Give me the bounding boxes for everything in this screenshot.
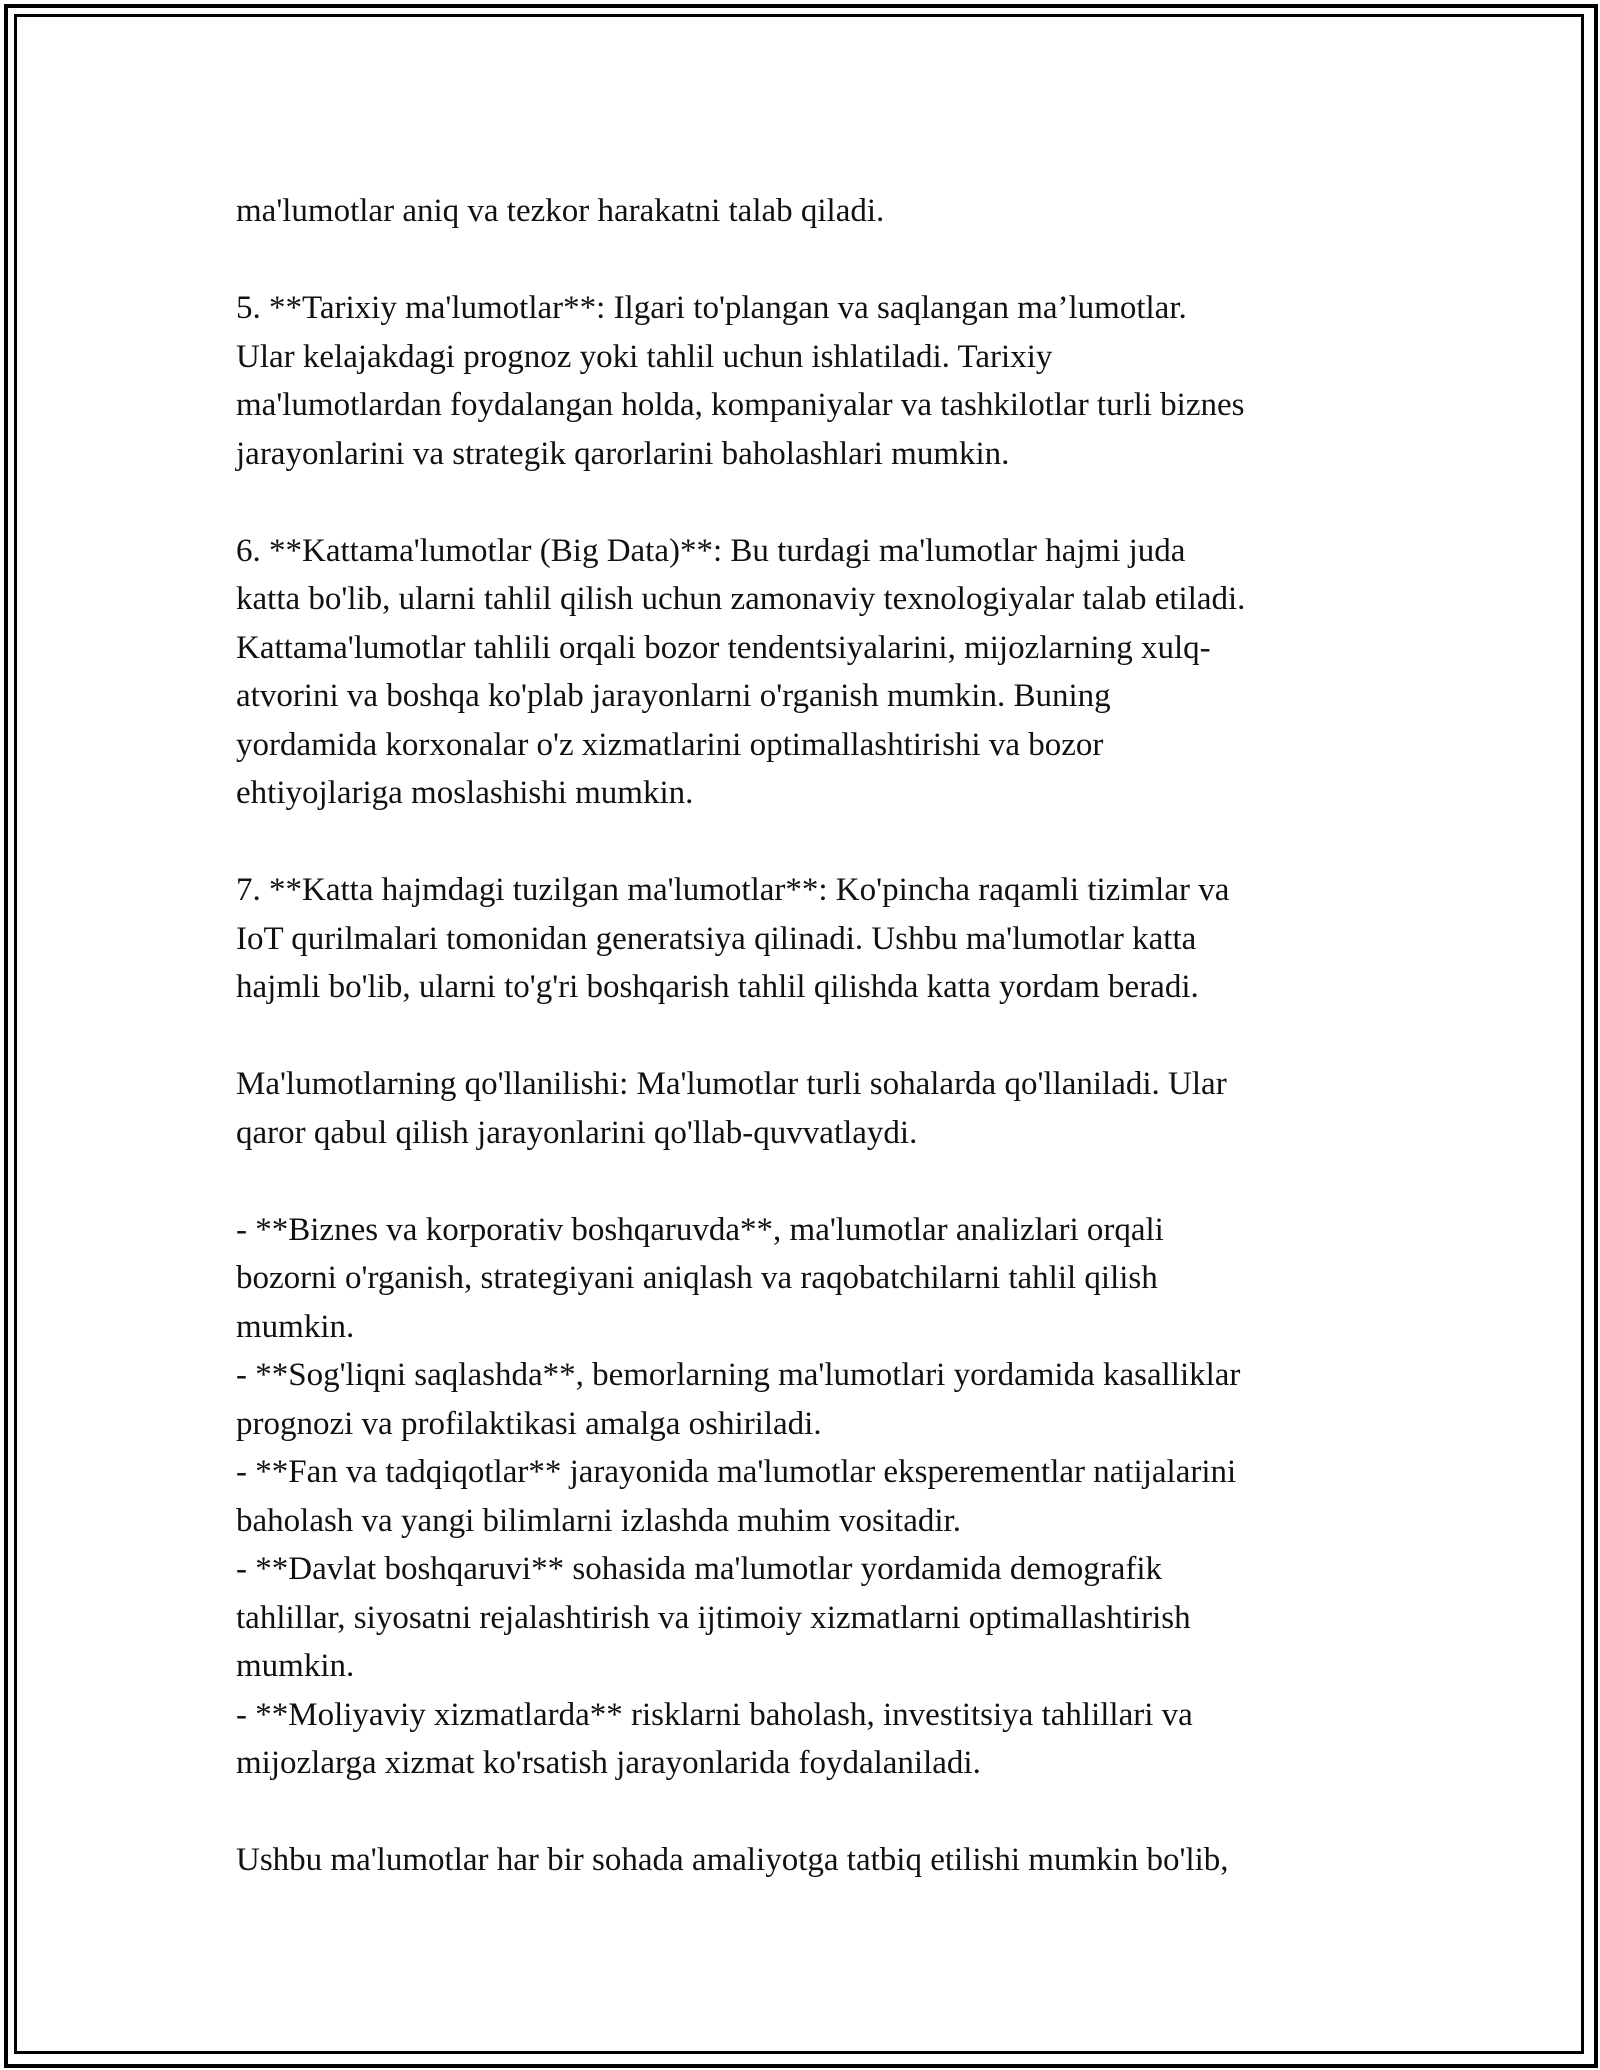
paragraph-gap: [236, 1788, 1376, 1837]
text-line: tahlillar, siyosatni rejalashtirish va ijtimoiy xizmatlarni optimallashtirish: [236, 1599, 1191, 1636]
text-line: - **Moliyaviy xizmatlarda** risklarni baholash, investitsiya tahlillari va: [236, 1696, 1193, 1733]
text-line: katta bo'lib, ularni tahlil qilish uchun zamonaviy texnologiyalar talab etiladi.: [236, 581, 1246, 617]
text-line: 7. **Katta hajmdagi tuzilgan ma'lumotlar**: Ko'pincha raqamli tizimlar va: [236, 872, 1230, 908]
text-line: 5. **Tarixiy ma'lumotlar**: Ilgari to'plangan va saqlangan ma’lumotlar.: [236, 290, 1187, 326]
text-line: - **Sog'liqni saqlashda**, bemorlarning ma'lumotlari yordamida kasalliklar: [236, 1357, 1241, 1393]
text-line: - **Davlat boshqaruvi** sohasida ma'lumotlar yordamida demografik: [236, 1551, 1163, 1587]
text-line: - **Fan va tadqiqotlar** jarayonida ma'lumotlar eksperementlar natijalarini: [236, 1454, 1237, 1490]
text-line: Ma'lumotlarning qo'llanilishi: Ma'lumotlar turli sohalarda qo'llaniladi. Ular: [236, 1066, 1227, 1102]
document-body: [236, 187, 1376, 1885]
text-line: ma'lumotlardan foydalangan holda, kompaniyalar va tashkilotlar turli biznes: [236, 387, 1245, 423]
paragraph-gap: [236, 818, 1376, 867]
text-line: IoT qurilmalari tomonidan generatsiya qilinadi. Ushbu ma'lumotlar katta: [236, 920, 1197, 957]
text-line: prognozi va profilaktikasi amalga oshiriladi.: [236, 1405, 822, 1442]
text-line: ehtiyojlariga moslashishi mumkin.: [236, 775, 694, 811]
text-line: mijozlarga xizmat ko'rsatish jarayonlarida foydalaniladi.: [236, 1745, 981, 1781]
paragraph-gap: [236, 236, 1376, 285]
text-line: 6. **Kattama'lumotlar (Big Data)**: Bu turdagi ma'lumotlar hajmi juda: [236, 532, 1186, 569]
text-line: hajmli bo'lib, ularni to'g'ri boshqarish tahlil qilishda katta yordam beradi.: [236, 969, 1199, 1005]
paragraph-gap: [236, 1157, 1376, 1206]
text-line: Kattama'lumotlar tahlili orqali bozor tendentsiyalarini, mijozlarning xulq-: [236, 629, 1211, 666]
paragraph-gap: [236, 1012, 1376, 1061]
text-line: bozorni o'rganish, strategiyani aniqlash va raqobatchilarni tahlil qilish: [236, 1260, 1158, 1296]
text-line: Ushbu ma'lumotlar har bir sohada amaliyotga tatbiq etilishi mumkin bo'lib,: [236, 1842, 1229, 1878]
text-line: mumkin.: [236, 1648, 355, 1684]
text-line: baholash va yangi bilimlarni izlashda muhim vositadir.: [236, 1502, 961, 1539]
text-line: jarayonlarini va strategik qarorlarini baholashlari mumkin.: [236, 435, 1010, 472]
text-line: Ular kelajakdagi prognoz yoki tahlil uchun ishlatiladi. Tarixiy: [236, 338, 1053, 375]
paragraph-gap: [236, 478, 1376, 527]
text-line: yordamida korxonalar o'z xizmatlarini optimallashtirishi va bozor: [236, 726, 1104, 763]
text-line: mumkin.: [236, 1308, 355, 1345]
text-line: qaror qabul qilish jarayonlarini qo'llab-quvvatlaydi.: [236, 1114, 918, 1151]
text-line: - **Biznes va korporativ boshqaruvda**, ma'lumotlar analizlari orqali: [236, 1211, 1164, 1248]
text-line: ma'lumotlar aniq va tezkor harakatni talab qiladi.: [236, 193, 885, 229]
text-line: atvorini va boshqa ko'plab jarayonlarni o'rganish mumkin. Buning: [236, 678, 1111, 714]
